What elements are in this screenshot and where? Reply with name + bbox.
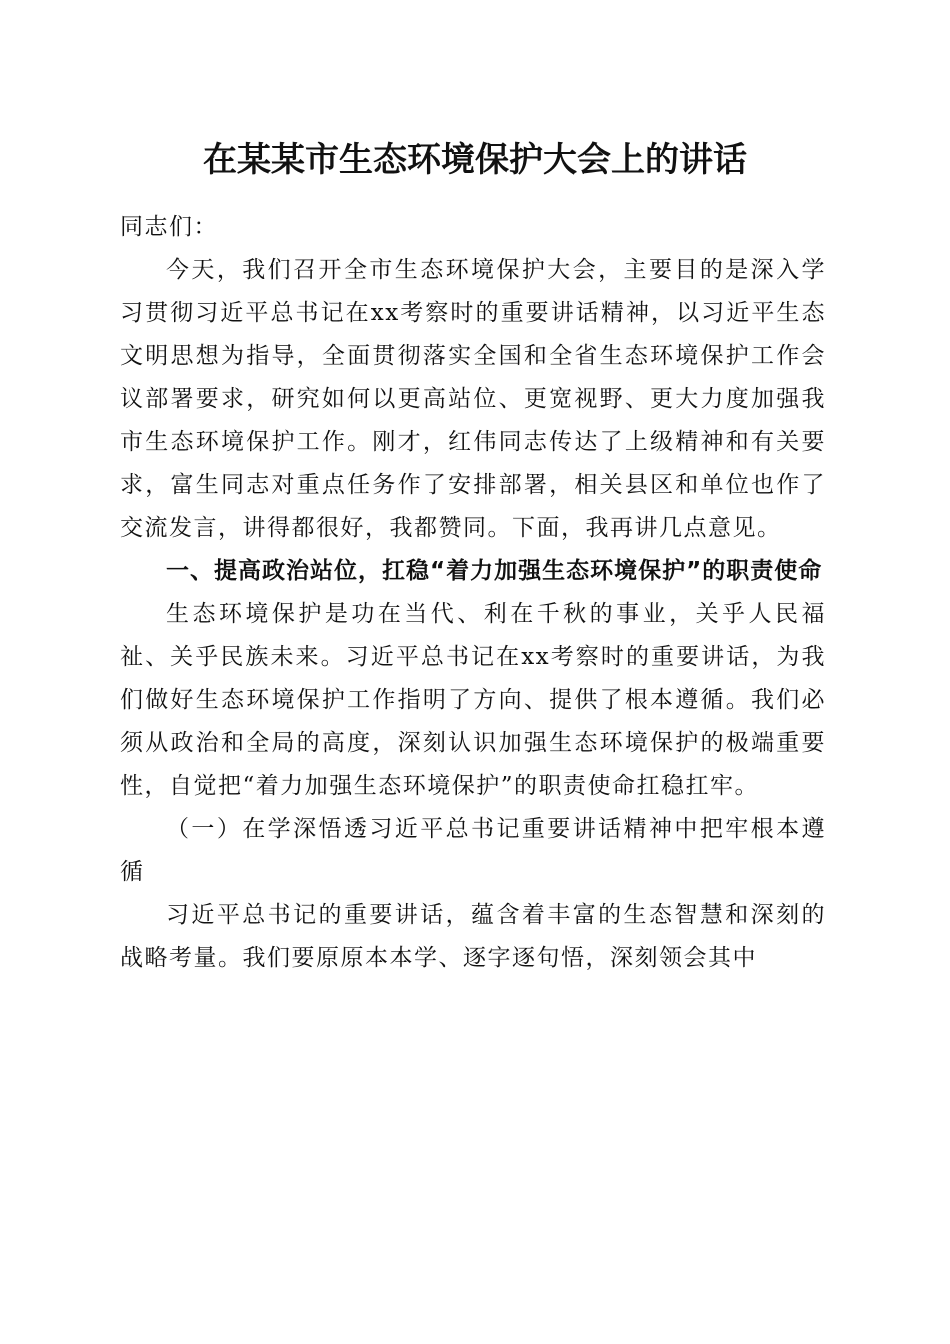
subsection-heading-1: （一）在学深悟透习近平总书记重要讲话精神中把牢根本遵循 [120, 816, 826, 885]
subsection-1-paragraph: 习近平总书记的重要讲话，蕴含着丰富的生态智慧和深刻的战略考量。我们要原原本本学、逐字逐句悟，深刻领会其中 [120, 902, 826, 971]
intro-paragraph: 今天，我们召开全市生态环境保护大会，主要目的是深入学习贯彻习近平总书记在xx考察时的重要讲话精神，以习近平生态文明思想为指导，全面贯彻落实全国和全省生态环境保护工作会议部署要求，研究如何以更高站位、更宽视野、更大力度加强我市生态环境保护工作。刚才，红伟同志传达了上级精神和有关要求，富生同志对重点任务作了安排部署，相关县区和单位也作了交流发言，讲得都很好，我都赞同。下面，我再讲几点意见。 [120, 257, 826, 541]
document-title: 在某某市生态环境保护大会上的讲话 [203, 140, 747, 180]
section-1-paragraph: 生态环境保护是功在当代、利在千秋的事业，关乎人民福祉、关乎民族未来。习近平总书记在xx考察时的重要讲话，为我们做好生态环境保护工作指明了方向、提供了根本遵循。我们必须从政治和全局的高度，深刻认识加强生态环境保护的极端重要性，自觉把“着力加强生态环境保护”的职责使命扛稳扛牢。 [120, 601, 826, 799]
document-body [120, 206, 826, 980]
salutation: 同志们： [120, 214, 218, 240]
section-heading-1: 一、提高政治站位，扛稳“着力加强生态环境保护”的职责使命 [166, 558, 823, 584]
